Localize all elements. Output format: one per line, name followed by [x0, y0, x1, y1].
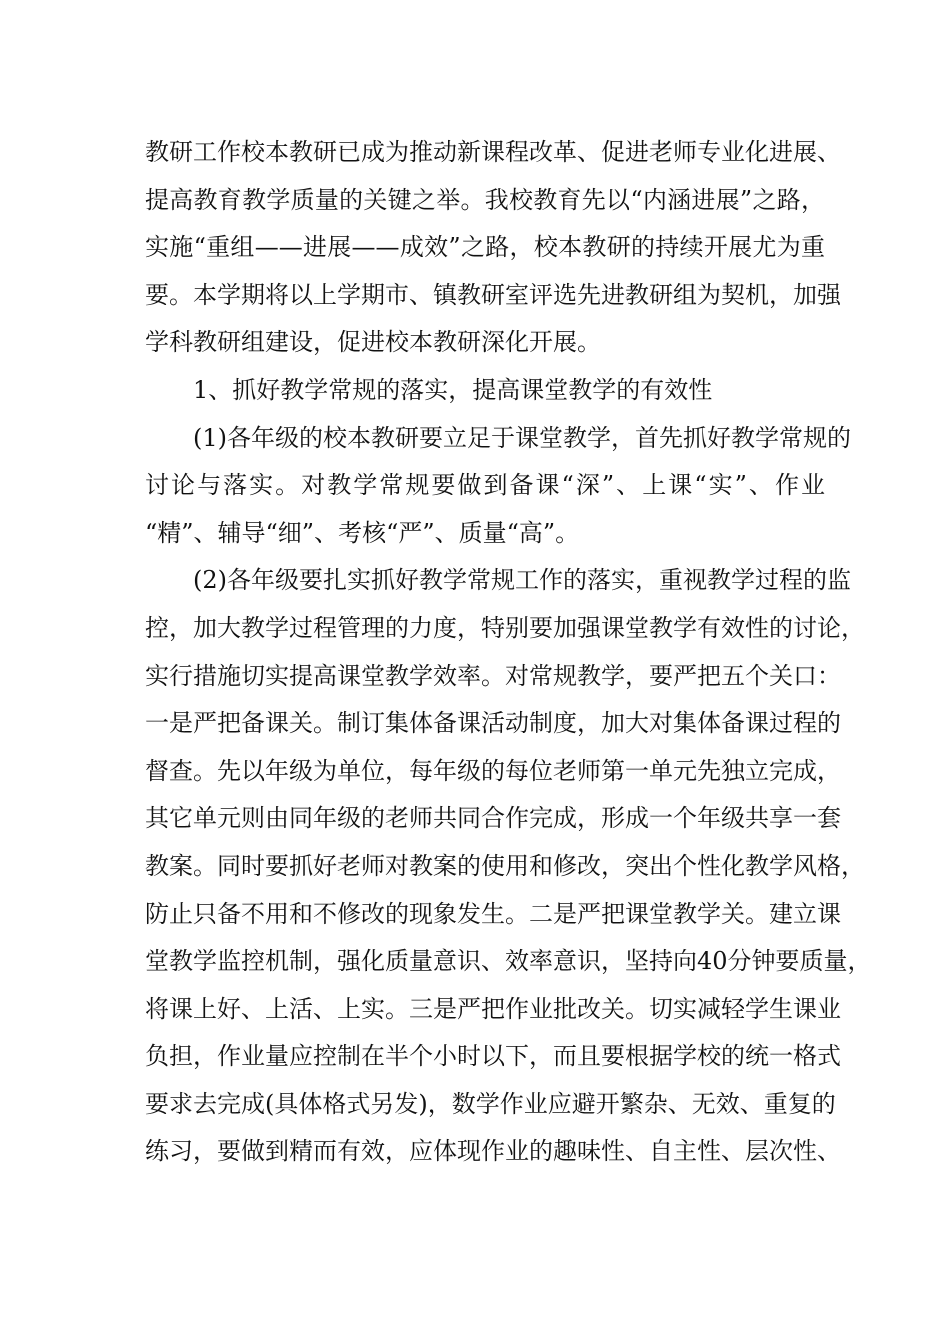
text-line: 讨论与落实。对教学常规要做到备课“深”、上课“实”、作业 [145, 471, 825, 500]
text-line: 控，加大教学过程管理的力度，特别要加强课堂教学有效性的讨论， [145, 613, 865, 642]
text-line: 实施“重组——进展——成效”之路，校本教研的持续开展尤为重 [145, 233, 825, 262]
text-line: 要求去完成(具体格式另发)，数学作业应避开繁杂、无效、重复的 [145, 1089, 836, 1118]
text-line: 教研工作校本教研已成为推动新课程改革、促进老师专业化进展、 [145, 138, 841, 166]
text-line: 其它单元则由同年级的老师共同合作完成，形成一个年级共享一套 [145, 804, 841, 833]
text-line: 学科教研组建设，促进校本教研深化开展。 [145, 328, 601, 357]
text-line: 一是严把备课关。制订集体备课活动制度，加大对集体备课过程的 [145, 709, 841, 738]
text-line: 提高教育教学质量的关键之举。我校教育先以“内涵进展”之路， [145, 185, 825, 214]
text-line: (1)各年级的校本教研要立足于课堂教学，首先抓好教学常规的 [193, 423, 851, 452]
text-line: “精”、辅导“细”、考核“严”、质量“高”。 [145, 518, 580, 547]
text-line: (2)各年级要扎实抓好教学常规工作的落实，重视教学过程的监 [193, 566, 851, 595]
text-line: 实行措施切实提高课堂教学效率。对常规教学，要严把五个关口： [145, 661, 841, 690]
section-heading: 1、抓好教学常规的落实，提高课堂教学的有效性 [193, 375, 713, 404]
text-line: 负担，作业量应控制在半个小时以下，而且要根据学校的统一格式 [145, 1042, 841, 1071]
text-line: 堂教学监控机制，强化质量意识、效率意识，坚持向40分钟要质量， [145, 947, 872, 976]
text-line: 督查。先以年级为单位，每年级的每位老师第一单元先独立完成， [145, 756, 841, 785]
body-text [145, 129, 872, 1176]
text-line: 要。本学期将以上学期市、镇教研室评选先进教研组为契机，加强 [145, 280, 841, 309]
text-line: 将课上好、上活、上实。三是严把作业批改关。切实减轻学生课业 [145, 994, 841, 1023]
text-line: 练习，要做到精而有效，应体现作业的趣味性、自主性、层次性、 [145, 1137, 841, 1166]
text-line: 防止只备不用和不修改的现象发生。二是严把课堂教学关。建立课 [145, 899, 841, 928]
text-line: 教案。同时要抓好老师对教案的使用和修改，突出个性化教学风格， [145, 851, 865, 880]
